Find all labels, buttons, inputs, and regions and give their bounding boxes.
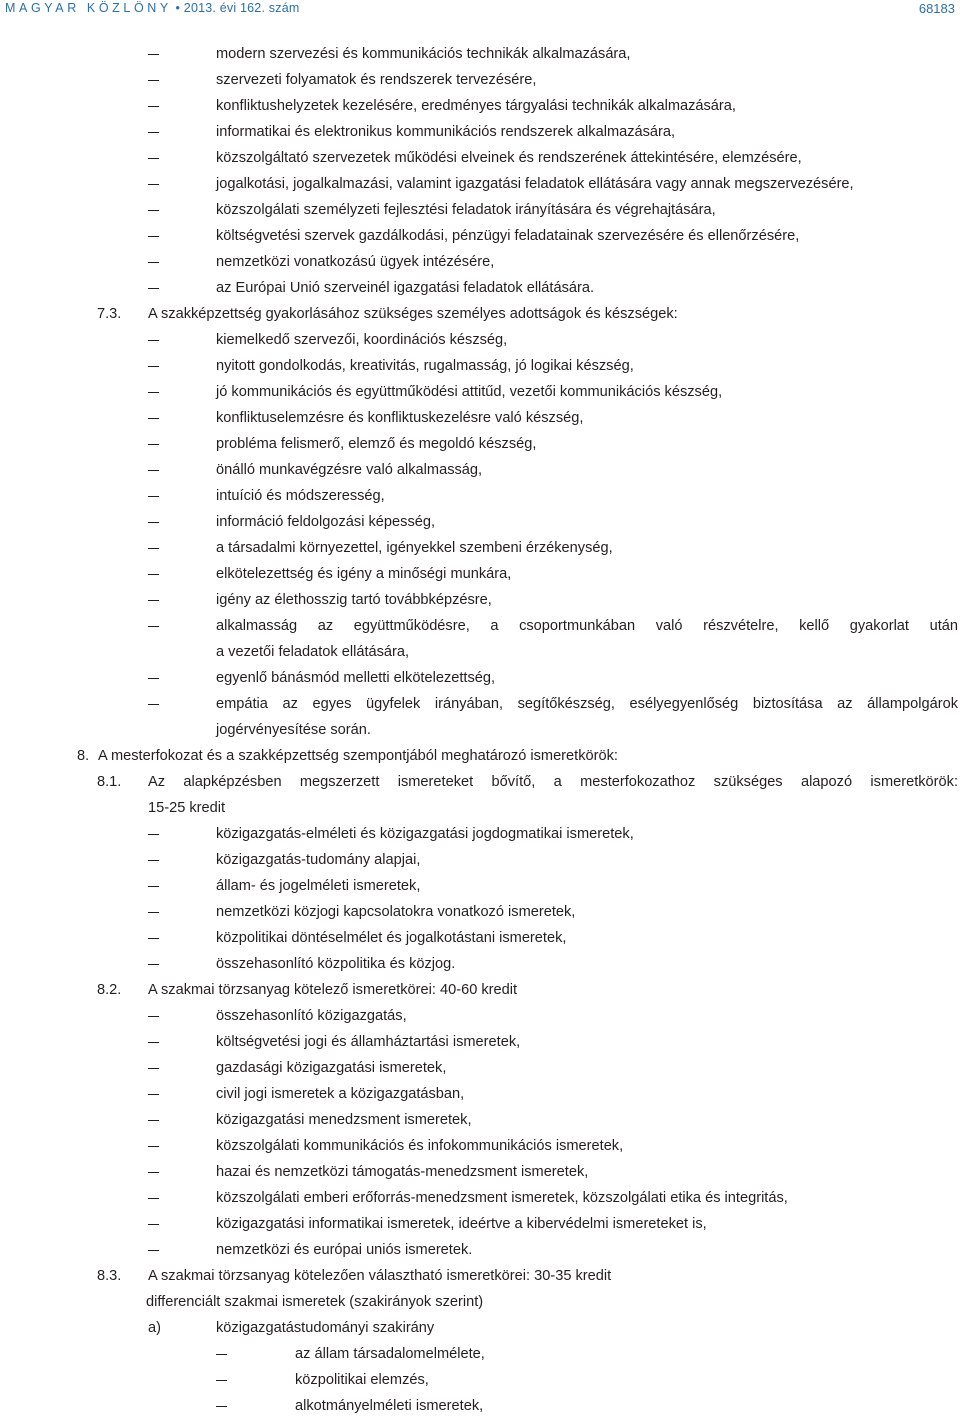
list-item: összehasonlító közpolitika és közjog.: [216, 956, 456, 972]
list-item: konfliktuselemzésre és konfliktuskezelésre való készség,: [216, 410, 584, 426]
running-title: MAGYAR KÖZLÖNY • 2013. évi 162. szám: [5, 1, 300, 15]
list-item: alkotmányelméleti ismeretek,: [295, 1398, 484, 1414]
list-item: a társadalmi környezettel, igényekkel szembeni érzékenység,: [216, 540, 613, 556]
section-number: 8.1.: [97, 774, 122, 790]
publication-name: MAGYAR KÖZLÖNY: [5, 1, 172, 15]
list-item: probléma felismerő, elemző és megoldó készség,: [216, 436, 537, 452]
list-item: közigazgatás-tudomány alapjai,: [216, 852, 421, 868]
list-item-continuation: a vezetői feladatok ellátására,: [216, 644, 410, 660]
list-item: igény az élethosszig tartó továbbképzésre,: [216, 592, 492, 608]
list-item: konfliktushelyzetek kezelésére, eredményes tárgyalási technikák alkalmazására,: [216, 98, 736, 114]
list-item: gazdasági közigazgatási ismeretek,: [216, 1060, 447, 1076]
list-item: közszolgáltató szervezetek működési elveinek és rendszerének áttekintésére, elemzésére,: [216, 150, 802, 166]
list-item: költségvetési jogi és államháztartási ismeretek,: [216, 1034, 521, 1050]
list-item: nemzetközi közjogi kapcsolatokra vonatkozó ismeretek,: [216, 904, 576, 920]
list-item: modern szervezési és kommunikációs technikák alkalmazására,: [216, 46, 631, 62]
section-title: A mesterfokozat és a szakképzettség szempontjából meghatározó ismeretkörök:: [98, 748, 618, 764]
section-number: 8.: [77, 748, 90, 764]
list-item: kiemelkedő szervezői, koordinációs készség,: [216, 332, 508, 348]
list-item: közpolitikai döntéselmélet és jogalkotástani ismeretek,: [216, 930, 567, 946]
section-title: A szakmai törzsanyag kötelezően választható ismeretkörei: 30-35 kredit: [148, 1268, 612, 1284]
list-item: közszolgálati kommunikációs és infokommunikációs ismeretek,: [216, 1138, 624, 1154]
section-number: 8.2.: [97, 982, 122, 998]
list-item: közszolgálati emberi erőforrás-menedzsment ismeretek, közszolgálati etika és integritás,: [216, 1190, 788, 1206]
list-item: költségvetési szervek gazdálkodási, pénzügyi feladatainak szervezésére és ellenőrzésére,: [216, 228, 800, 244]
document-body: [0, 41, 960, 1419]
list-item: közpolitikai elemzés,: [295, 1372, 429, 1388]
section-heading-8-1: [0, 769, 960, 795]
list-item: önálló munkavégzésre való alkalmasság,: [216, 462, 483, 478]
list-item: empátia az egyes ügyfelek irányában, segítőkészség, esélyegyenlőség biztosítása az állampolgárok: [216, 696, 958, 712]
list-item: közigazgatási menedzsment ismeretek,: [216, 1112, 472, 1128]
list-item: nyitott gondolkodás, kreativitás, rugalmasság, jó logikai készség,: [216, 358, 634, 374]
list-item: informatikai és elektronikus kommunikációs rendszerek alkalmazására,: [216, 124, 676, 140]
list-item: szervezeti folyamatok és rendszerek tervezésére,: [216, 72, 537, 88]
list-item: hazai és nemzetközi támogatás-menedzsment ismeretek,: [216, 1164, 589, 1180]
list-item: elkötelezettség és igény a minőségi munkára,: [216, 566, 512, 582]
subsection-label: a): [148, 1320, 161, 1336]
list-item: közszolgálati személyzeti fejlesztési feladatok irányítására és végrehajtására,: [216, 202, 716, 218]
section-heading-8-3: [0, 1263, 960, 1289]
list-item: civil jogi ismeretek a közigazgatásban,: [216, 1086, 465, 1102]
list-item: jó kommunikációs és együttműködési attitűd, vezetői kommunikációs készség,: [216, 384, 723, 400]
list-item: az állam társadalomelmélete,: [295, 1346, 485, 1362]
section-title-continuation: 15-25 kredit: [148, 800, 226, 816]
section-title: Az alapképzésben megszerzett ismereteket bővítő, a mesterfokozathoz szükséges alapozó ismeretkörök:: [148, 774, 958, 790]
list-item: alkalmasság az együttműködésre, a csoportmunkában való részvételre, kellő gyakorlat után: [216, 618, 958, 634]
section-title: A szakmai törzsanyag kötelező ismeretkörei: 40-60 kredit: [148, 982, 518, 998]
list-item: az Európai Unió szerveinél igazgatási feladatok ellátására.: [216, 280, 595, 296]
list-item: intuíció és módszeresség,: [216, 488, 385, 504]
list-item: közigazgatási informatikai ismeretek, ideértve a kibervédelmi ismereteket is,: [216, 1216, 707, 1232]
section-number: 8.3.: [97, 1268, 122, 1284]
list-item: állam- és jogelméleti ismeretek,: [216, 878, 421, 894]
list-item: nemzetközi és európai uniós ismeretek.: [216, 1242, 473, 1258]
list-item: információ feldolgozási képesség,: [216, 514, 436, 530]
section-heading-7-3: [0, 301, 960, 327]
subsection-heading-a: [0, 1315, 960, 1341]
list-item: összehasonlító közigazgatás,: [216, 1008, 407, 1024]
section-number: 7.3.: [97, 306, 122, 322]
page-header: [0, 0, 960, 22]
list-item: egyenlő bánásmód melletti elkötelezettség,: [216, 670, 496, 686]
section-title: A szakképzettség gyakorlásához szükséges személyes adottságok és készségek:: [148, 306, 678, 322]
list-item: nemzetközi vonatkozású ügyek intézésére,: [216, 254, 495, 270]
section-subtitle: differenciált szakmai ismeretek (szakirányok szerint): [146, 1294, 484, 1310]
subsection-title: közigazgatástudományi szakirány: [216, 1320, 435, 1336]
section-heading-8: [0, 743, 960, 769]
section-heading-8-2: [0, 977, 960, 1003]
list-item: közigazgatás-elméleti és közigazgatási jogdogmatikai ismeretek,: [216, 826, 634, 842]
page-number: 68183: [918, 1, 955, 16]
list-item: jogalkotási, jogalkalmazási, valamint igazgatási feladatok ellátására vagy annak megszervezésére,: [216, 176, 854, 192]
list-item-continuation: jogérvényesítése során.: [216, 722, 371, 738]
issue-label: 2013. évi 162. szám: [183, 1, 300, 15]
